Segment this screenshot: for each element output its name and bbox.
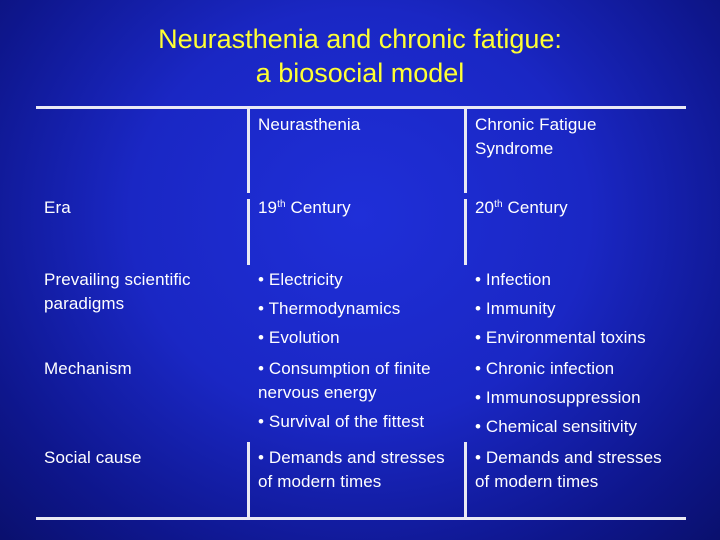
row-label-paradigms: Prevailing scientific paradigms	[44, 270, 191, 313]
title-line-2: a biosocial model	[255, 58, 465, 88]
table-bottom-rule	[36, 517, 686, 520]
era-cfs-number: 20	[475, 198, 495, 217]
list-item: • Consumption of finite nervous energy	[258, 359, 431, 402]
column-header-neurasthenia: Neurasthenia	[258, 115, 361, 134]
column-divider-mid-2	[464, 199, 467, 265]
era-neurasthenia-number: 19	[258, 198, 278, 217]
list-item: • Demands and stresses of modern times	[258, 448, 445, 491]
column-divider-lower-1	[247, 442, 250, 520]
list-item: • Thermodynamics	[258, 299, 401, 318]
list-item: • Evolution	[258, 328, 340, 347]
slide-title	[0, 22, 720, 90]
paradigms-neurasthenia	[258, 268, 463, 350]
row-label-mechanism: Mechanism	[44, 359, 132, 378]
mechanism-cfs	[475, 357, 685, 439]
list-item: • Chronic infection	[475, 359, 615, 378]
social-cause-neurasthenia	[258, 446, 458, 494]
column-divider-lower-2	[464, 442, 467, 520]
column-divider-mid-1	[247, 199, 250, 265]
list-item: • Immunosuppression	[475, 388, 641, 407]
table-top-rule	[36, 106, 686, 109]
list-item: • Infection	[475, 270, 552, 289]
era-cfs	[475, 196, 675, 220]
list-item: • Immunity	[475, 299, 556, 318]
social-cause-cfs	[475, 446, 670, 494]
era-neurasthenia-suffix: th	[277, 199, 286, 210]
list-item: • Survival of the fittest	[258, 412, 425, 431]
list-item: • Demands and stresses of modern times	[475, 448, 662, 491]
column-header-cfs: Chronic Fatigue Syndrome	[475, 115, 597, 158]
list-item: • Environmental toxins	[475, 328, 646, 347]
list-item: • Electricity	[258, 270, 343, 289]
comparison-table	[36, 106, 686, 520]
row-label-social-cause: Social cause	[44, 448, 142, 467]
column-divider-upper-2	[464, 106, 467, 193]
title-line-1: Neurasthenia and chronic fatigue:	[158, 24, 562, 54]
era-neurasthenia	[258, 196, 458, 220]
list-item: • Chemical sensitivity	[475, 417, 638, 436]
era-neurasthenia-text: Century	[285, 198, 351, 217]
column-divider-upper-1	[247, 106, 250, 193]
era-cfs-text: Century	[502, 198, 568, 217]
era-cfs-suffix: th	[494, 199, 503, 210]
row-label-era: Era	[44, 198, 71, 217]
mechanism-neurasthenia	[258, 357, 463, 434]
paradigms-cfs	[475, 268, 685, 350]
